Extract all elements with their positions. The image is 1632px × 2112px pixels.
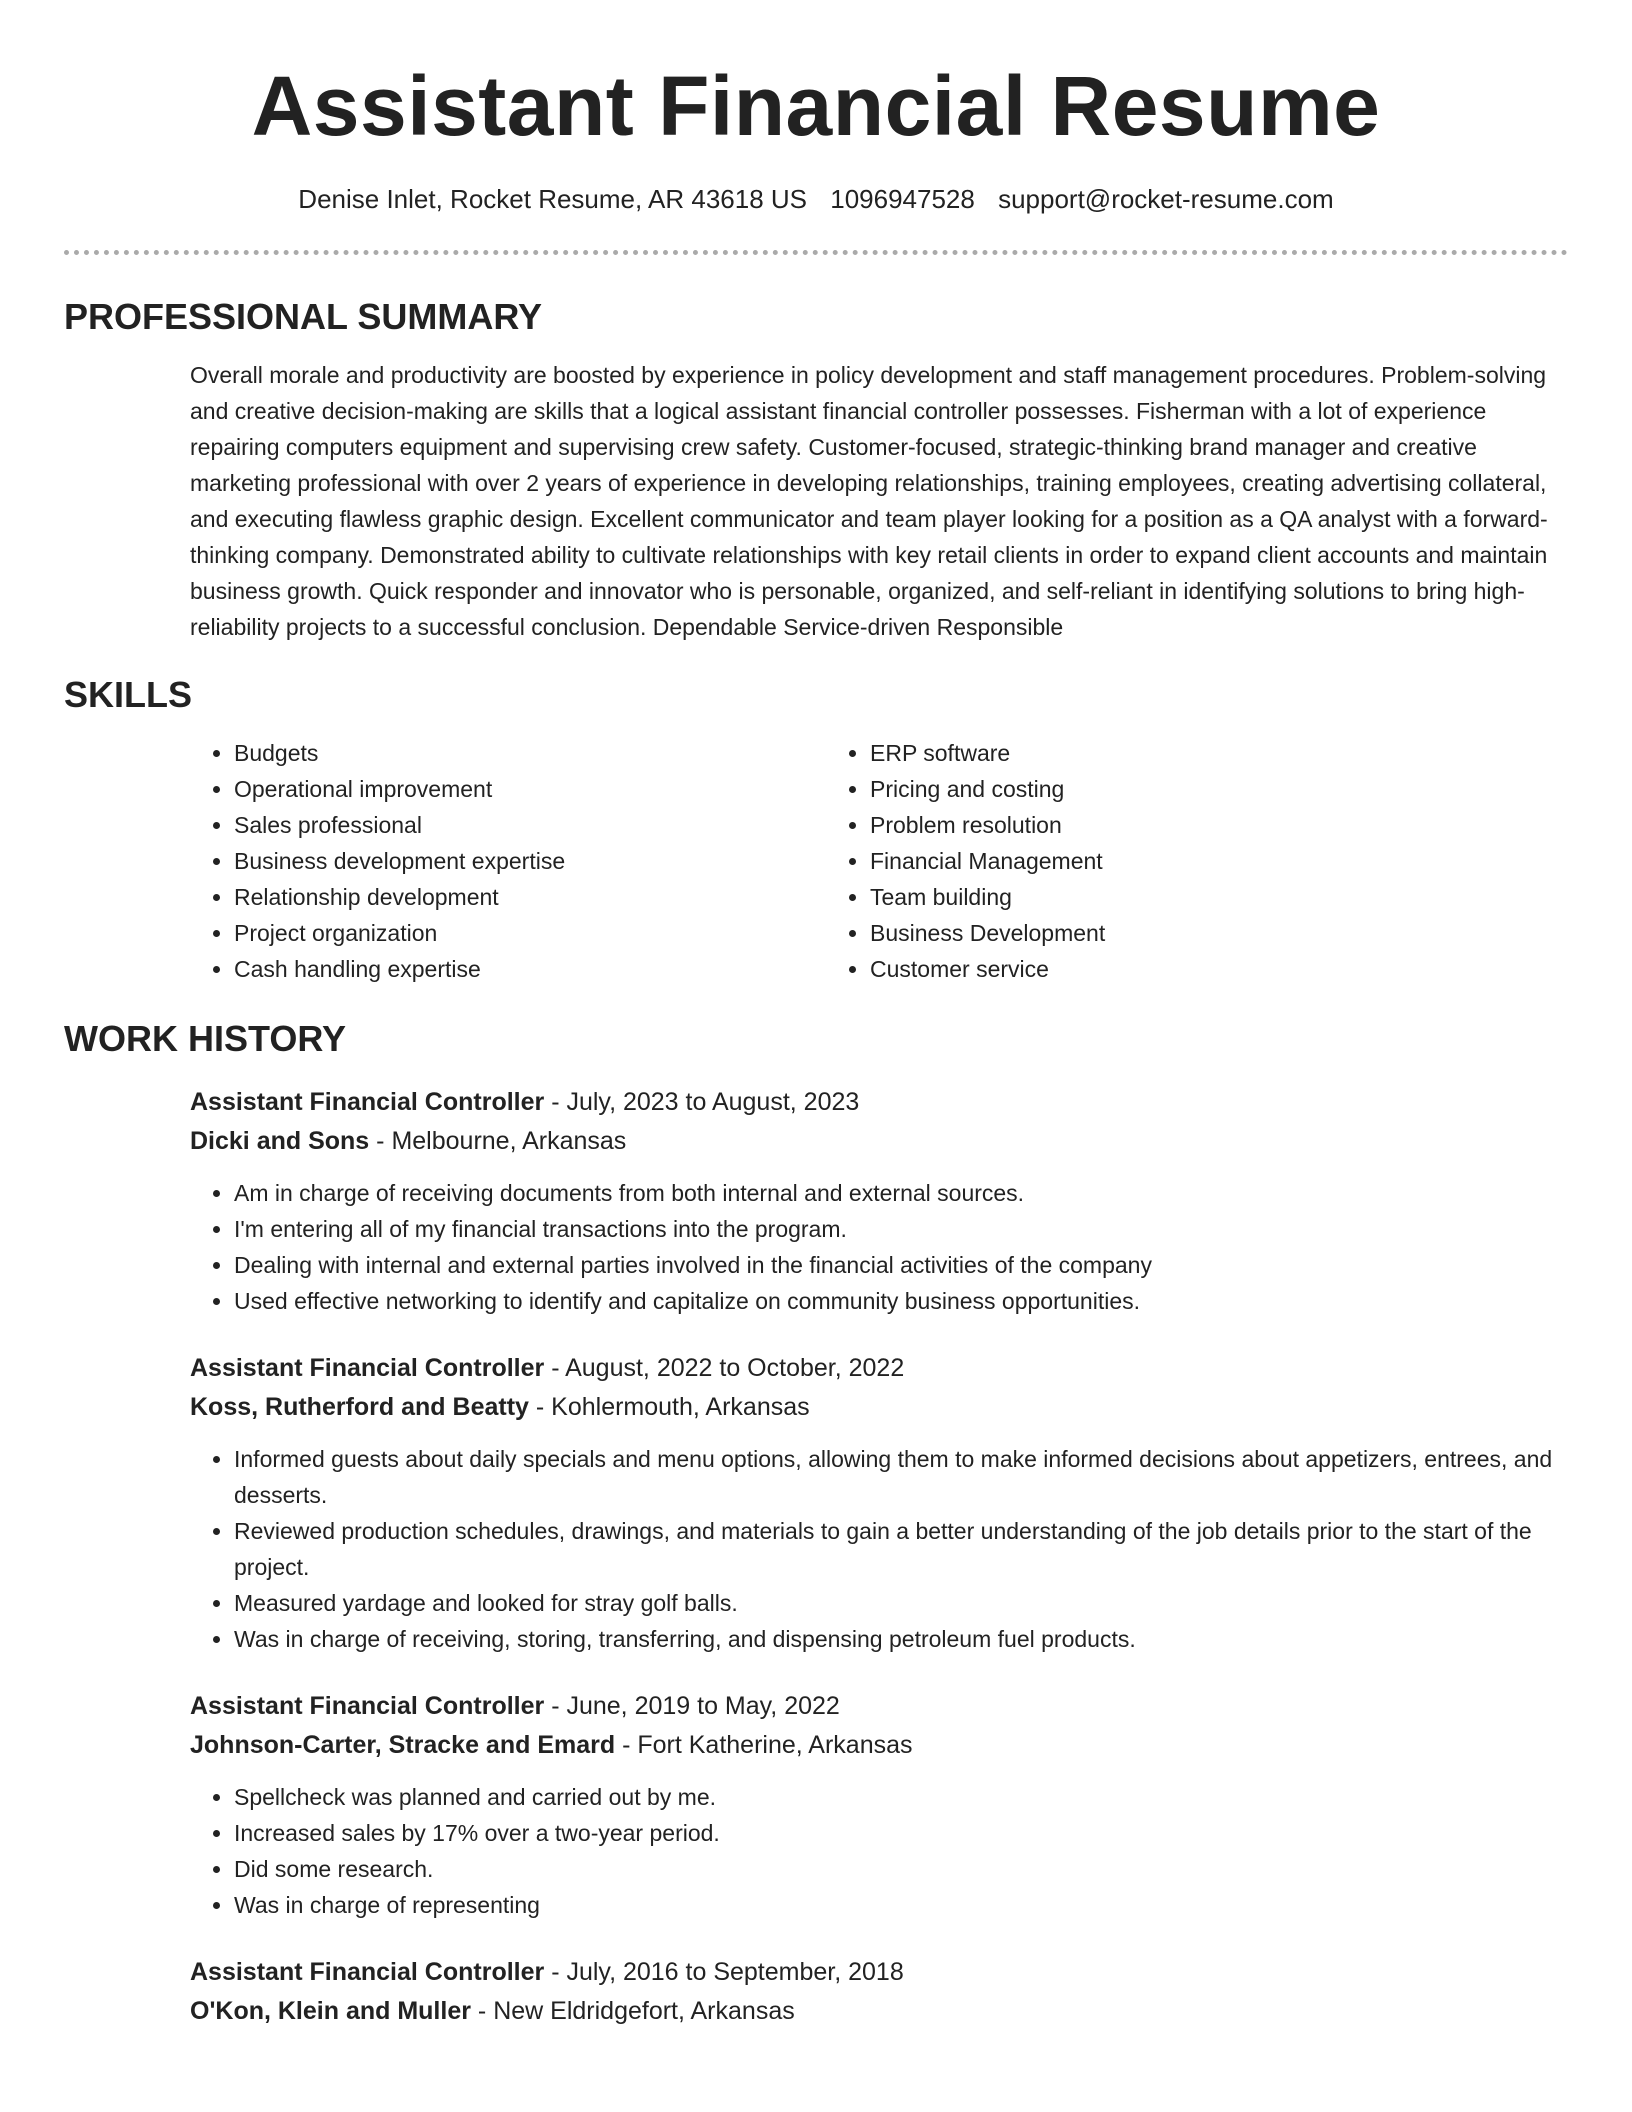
skill-item: • Project organization	[234, 915, 826, 951]
skill-item: • Relationship development	[234, 879, 826, 915]
job-bullet: • Dealing with internal and external parties involved in the financial activities of the company	[234, 1247, 1568, 1283]
skills-columns	[190, 735, 1568, 987]
skill-item: • Team building	[870, 879, 1462, 915]
header-divider	[64, 250, 1568, 255]
job-bullet: • Did some research.	[234, 1851, 1568, 1887]
job-bullets	[190, 1441, 1568, 1657]
job-location: - Melbourne, Arkansas	[376, 1127, 627, 1155]
job-bullet: • Informed guests about daily specials and menu options, allowing them to make informed decisions about appetizers, entrees, and desserts.	[234, 1441, 1568, 1513]
section-heading: SKILLS	[64, 674, 193, 715]
job-bullets	[190, 1779, 1568, 1923]
job-company: Johnson-Carter, Stracke and Emard	[190, 1731, 616, 1759]
job-company: Koss, Rutherford and Beatty	[190, 1393, 529, 1421]
skill-item: • Customer service	[870, 951, 1462, 987]
job-title-line	[190, 1349, 1568, 1388]
job-location: - Fort Katherine, Arkansas	[622, 1731, 913, 1759]
summary-text: Overall morale and productivity are boosted by experience in policy development and staff management procedures. Problem-solving and creative decision-making are skills that a logical assistant financial controller possesses. Fisherman with a lot of experience repairing computers equipment and supervising crew safety. Customer-focused, strategic-thinking brand manager and creative marketing professional with over 2 years of experience in developing relationships, training employees, creating advertising collateral, and executing flawless graphic design. Excellent communicator and team player looking for a position as a QA analyst with a forward-thinking company. Demonstrated ability to cultivate relationships with key retail clients in order to expand client accounts and maintain business growth. Quick responder and innovator who is personable, organized, and self-reliant in identifying solutions to bring high-reliability projects to a successful conclusion. Dependable Service-driven Responsible	[190, 362, 1548, 640]
contact-line	[64, 182, 1568, 216]
job-title: Assistant Financial Controller	[190, 1958, 545, 1986]
skills-section	[64, 673, 1568, 987]
job-company-line	[190, 1122, 1568, 1161]
job-bullet: • Spellcheck was planned and carried out by me.	[234, 1779, 1568, 1815]
job-title-line	[190, 1687, 1568, 1726]
job-title: Assistant Financial Controller	[190, 1088, 545, 1116]
job-company-line	[190, 1388, 1568, 1427]
job-bullet: • I'm entering all of my financial transactions into the program.	[234, 1211, 1568, 1247]
skill-item: • Budgets	[234, 735, 826, 771]
job-company: Dicki and Sons	[190, 1127, 370, 1155]
job-bullet: • Used effective networking to identify and capitalize on community business opportunities.	[234, 1283, 1568, 1319]
skill-item: • Sales professional	[234, 807, 826, 843]
job-dates: - August, 2022 to October, 2022	[551, 1354, 905, 1382]
job-bullet: • Measured yardage and looked for stray golf balls.	[234, 1585, 1568, 1621]
work-history-section	[64, 1017, 1568, 2031]
skill-item: • Pricing and costing	[870, 771, 1462, 807]
skill-item: • Business development expertise	[234, 843, 826, 879]
job-title-line	[190, 1953, 1568, 1992]
job-entry	[190, 1083, 1568, 1319]
skill-item: • ERP software	[870, 735, 1462, 771]
job-location: - New Eldridgefort, Arkansas	[477, 1997, 795, 2025]
resume-title: Assistant Financial Resume	[251, 59, 1381, 153]
skill-item: • Operational improvement	[234, 771, 826, 807]
skill-item: • Problem resolution	[870, 807, 1462, 843]
job-bullet: • Am in charge of receiving documents from both internal and external sources.	[234, 1175, 1568, 1211]
job-location: - Kohlermouth, Arkansas	[535, 1393, 810, 1421]
job-entry	[190, 1349, 1568, 1657]
job-dates: - July, 2023 to August, 2023	[551, 1088, 860, 1116]
contact-address: Denise Inlet, Rocket Resume, AR 43618 US	[298, 184, 807, 214]
job-title: Assistant Financial Controller	[190, 1354, 545, 1382]
job-company-line	[190, 1992, 1568, 2031]
job-bullet: • Was in charge of representing	[234, 1887, 1568, 1923]
job-title: Assistant Financial Controller	[190, 1692, 545, 1720]
job-bullets	[190, 1175, 1568, 1319]
job-company: O'Kon, Klein and Muller	[190, 1997, 471, 2025]
job-dates: - July, 2016 to September, 2018	[551, 1958, 904, 1986]
skill-item: • Financial Management	[870, 843, 1462, 879]
job-entry	[190, 1687, 1568, 1923]
job-bullet: • Increased sales by 17% over a two-year period.	[234, 1815, 1568, 1851]
job-bullet: • Reviewed production schedules, drawings, and materials to gain a better understanding of the job details prior to the start of the project.	[234, 1513, 1568, 1585]
job-company-line	[190, 1726, 1568, 1765]
professional-summary-section	[64, 295, 1568, 645]
contact-phone: 1096947528	[830, 184, 975, 214]
section-heading: PROFESSIONAL SUMMARY	[64, 296, 543, 337]
section-heading: WORK HISTORY	[64, 1018, 347, 1059]
skills-list-right	[826, 735, 1462, 987]
contact-email: support@rocket-resume.com	[998, 184, 1334, 214]
job-bullet: • Was in charge of receiving, storing, transferring, and dispensing petroleum fuel products.	[234, 1621, 1568, 1657]
skills-list-left	[190, 735, 826, 987]
job-entry	[190, 1953, 1568, 2031]
job-dates: - June, 2019 to May, 2022	[551, 1692, 840, 1720]
job-title-line	[190, 1083, 1568, 1122]
skill-item: • Cash handling expertise	[234, 951, 826, 987]
skill-item: • Business Development	[870, 915, 1462, 951]
